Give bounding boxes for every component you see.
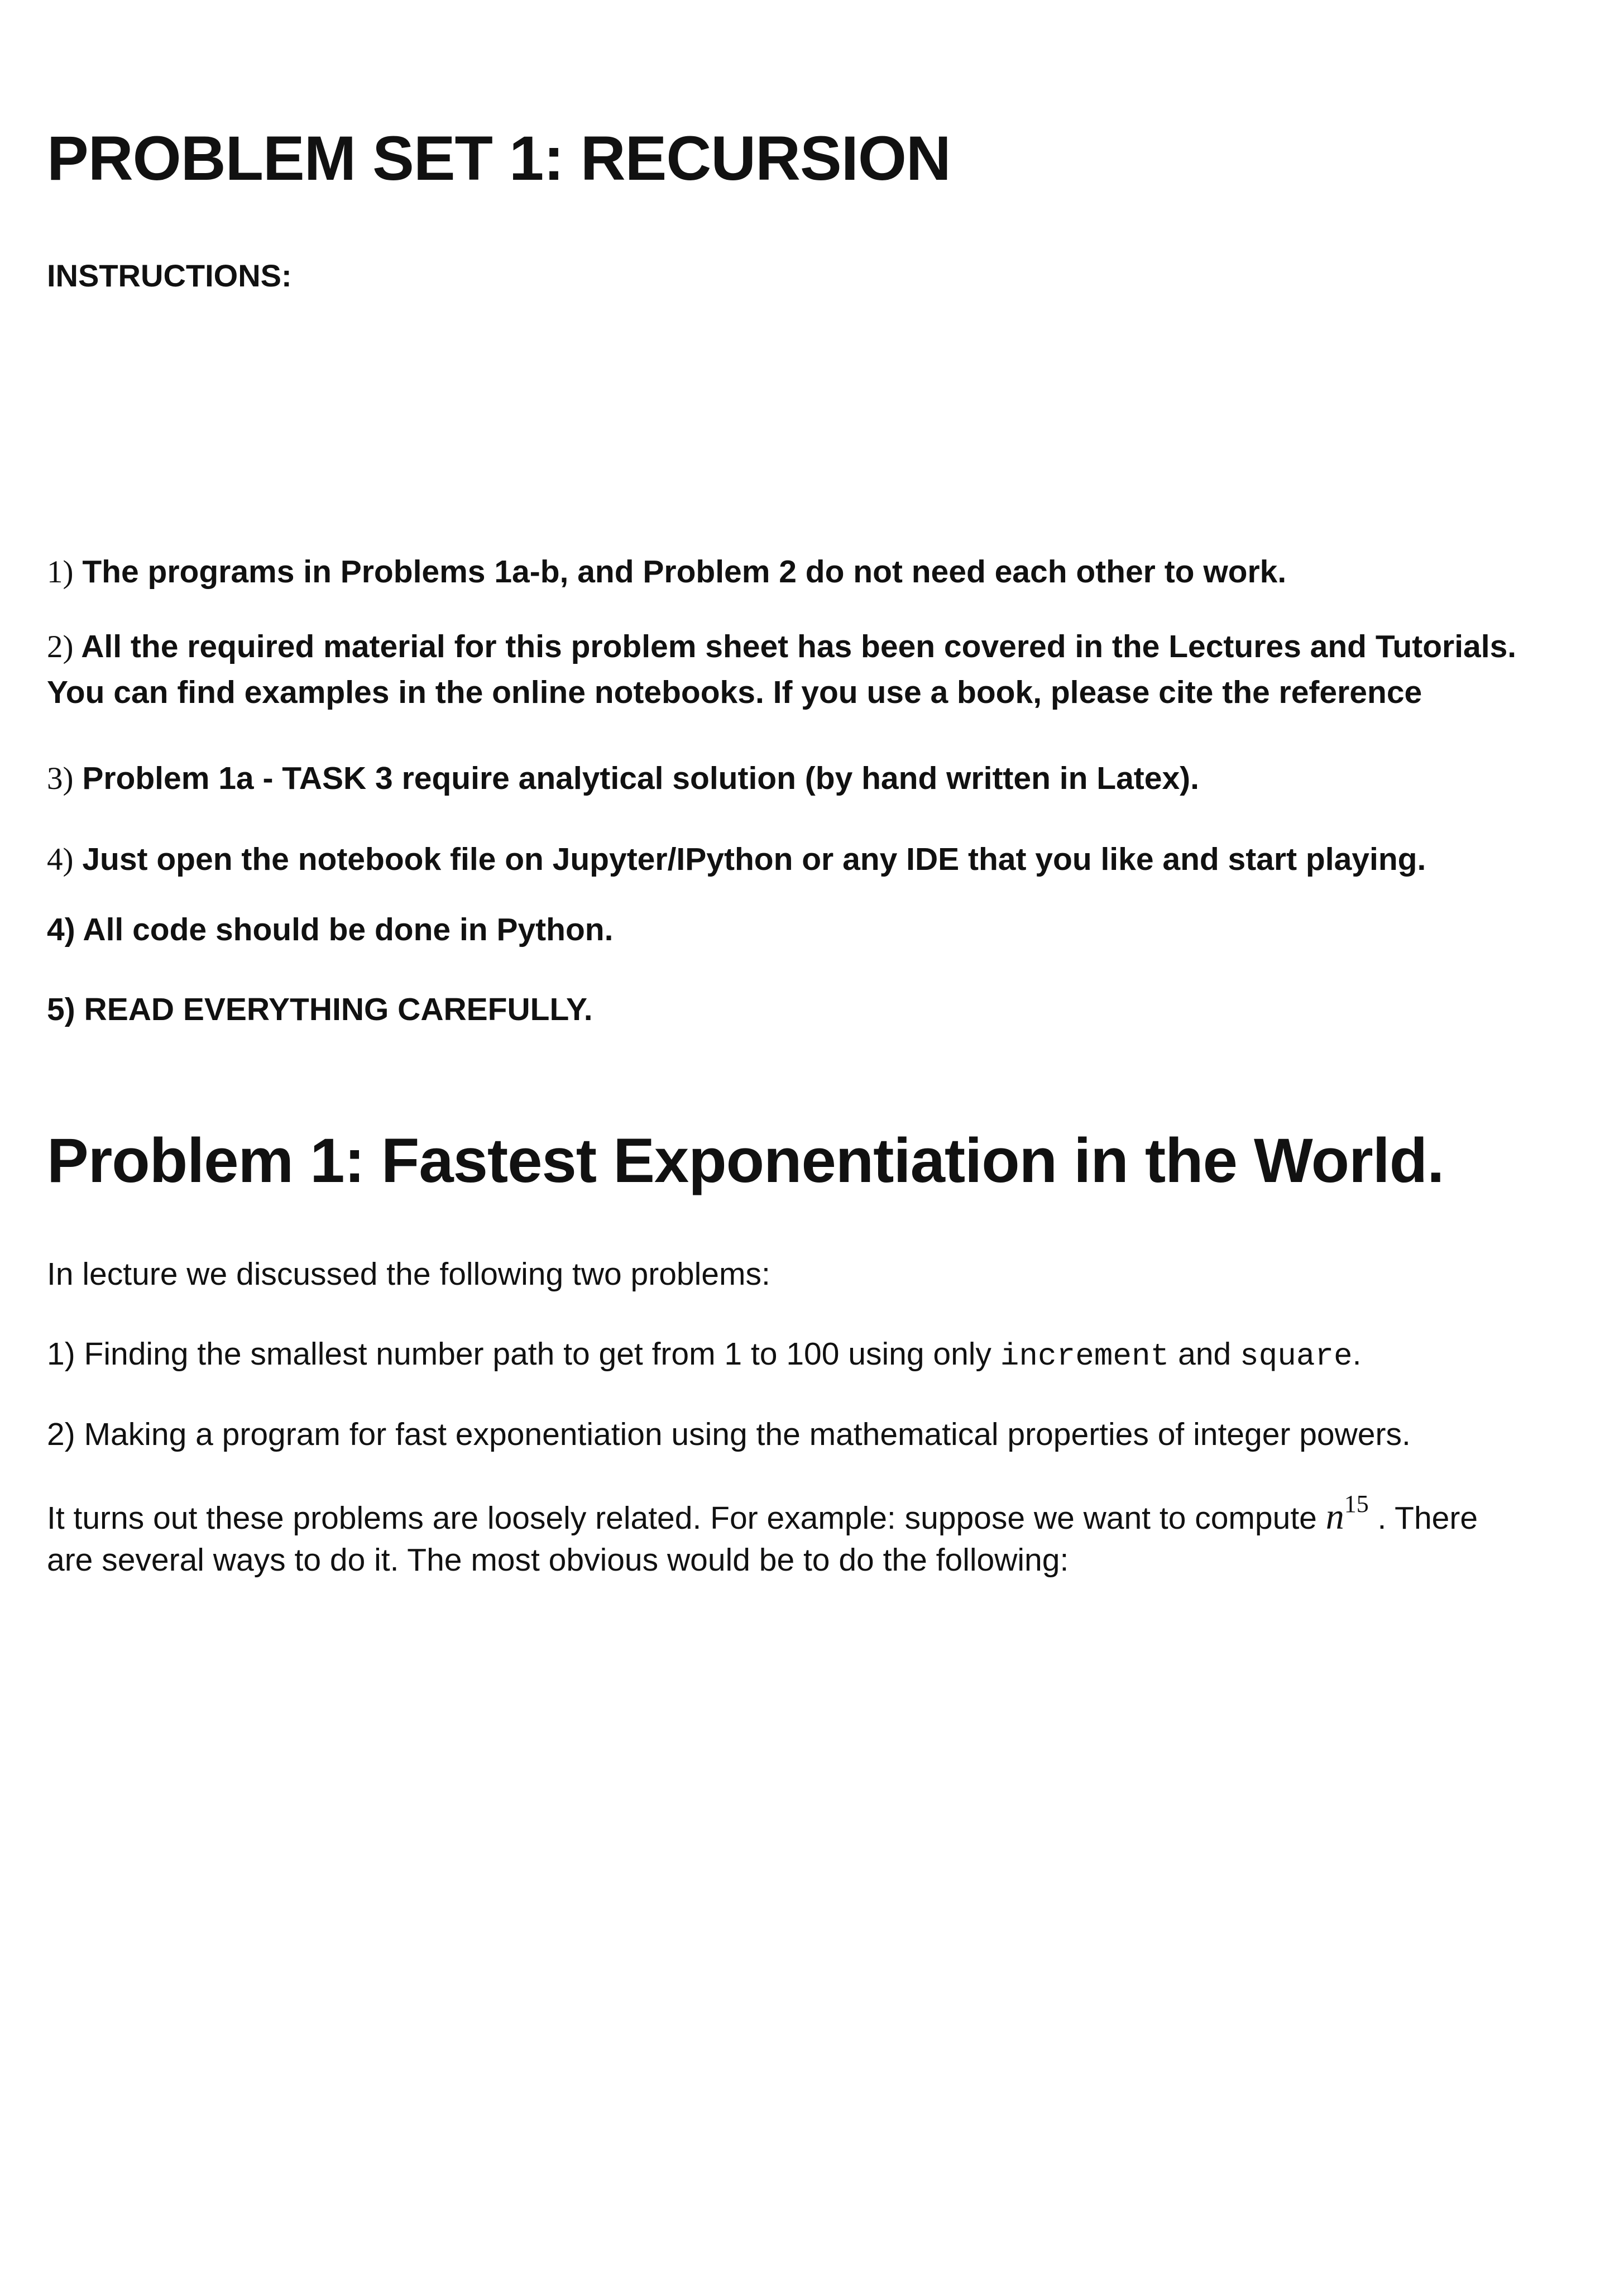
code-square: square (1240, 1338, 1353, 1374)
paragraph-text: It turns out these problems are loosely related. For example: suppose we want to compute (47, 1500, 1326, 1536)
code-increment: increment (1000, 1338, 1170, 1374)
item-1-text: 1) Finding the smallest number path to get from 1 to 100 using only (47, 1336, 1000, 1372)
problem-1-heading: Problem 1: Fastest Exponentiation in the World. (47, 1126, 1444, 1195)
math-exponent: 15 (1344, 1490, 1369, 1518)
math-base: n (1325, 1496, 1344, 1537)
problem-1-item-2: 2) Making a program for fast exponentiation using the mathematical properties of integer powers. (47, 1417, 1411, 1452)
instruction-item-2 (47, 631, 1516, 663)
paragraph-text-suffix: . There (1368, 1500, 1478, 1536)
instruction-number: 4) (47, 842, 74, 877)
problem-1-intro: In lecture we discussed the following two problems: (47, 1256, 770, 1292)
instructions-heading: INSTRUCTIONS: (47, 258, 292, 293)
instruction-text: The programs in Problems 1a-b, and Problem 2 do not need each other to work. (82, 554, 1287, 590)
instruction-number: 5) (47, 992, 75, 1027)
page-title: PROBLEM SET 1: RECURSION (47, 123, 951, 193)
instruction-text: All the required material for this problem sheet has been covered in the Lectures and Tutorials. (81, 629, 1517, 664)
problem-1-item-1 (47, 1338, 1362, 1372)
problem-1-paragraph-line-1 (47, 1490, 1478, 1537)
instruction-text: Problem 1a - TASK 3 require analytical solution (by hand written in Latex). (82, 760, 1199, 796)
instruction-item-5 (47, 914, 613, 946)
instruction-item-2-continued: You can find examples in the online notebooks. If you use a book, please cite the reference (47, 674, 1422, 710)
instruction-number: 4) (47, 912, 75, 948)
item-1-suffix: . (1352, 1336, 1362, 1372)
item-1-mid: and (1169, 1336, 1240, 1372)
instruction-number: 2) (47, 629, 74, 664)
instruction-text: READ EVERYTHING CAREFULLY. (84, 992, 593, 1027)
instruction-item-6 (47, 994, 593, 1026)
instruction-item-4 (47, 841, 1426, 877)
problem-1-paragraph-line-2: are several ways to do it. The most obvious would be to do the following: (47, 1542, 1069, 1578)
instruction-number: 1) (47, 554, 74, 590)
instruction-item-3 (47, 760, 1199, 796)
instruction-item-1 (47, 556, 1286, 588)
instruction-text: All code should be done in Python. (83, 912, 614, 948)
instruction-text: Just open the notebook file on Jupyter/IPython or any IDE that you like and start playing. (82, 841, 1426, 877)
instruction-number: 3) (47, 761, 74, 796)
